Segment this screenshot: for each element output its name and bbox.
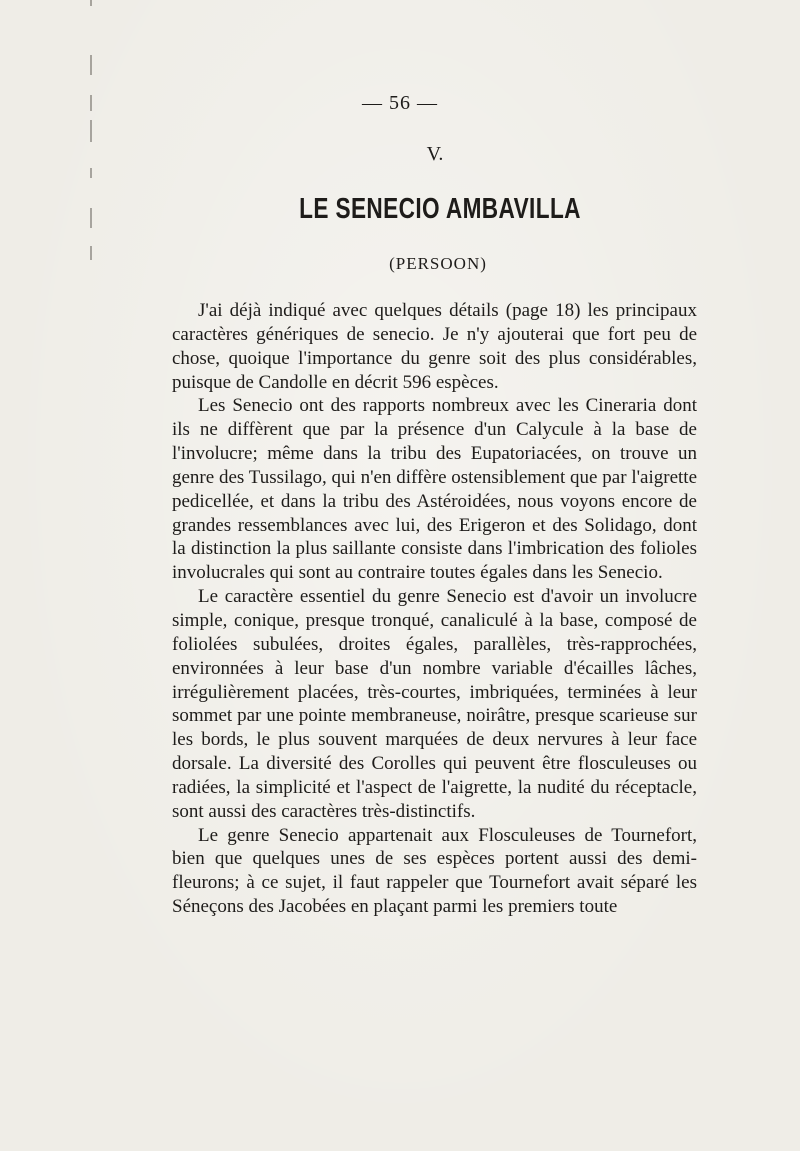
author-attribution: (PERSOON) (389, 254, 487, 273)
page-number: — 56 — (362, 92, 438, 114)
section-number: V. (426, 143, 444, 165)
body-text (172, 299, 697, 919)
margin-marks (86, 0, 100, 270)
paragraph-4: Le genre Senecio appartenait aux Flosculeuses de Tournefort, bien que quelques unes de ses espèces portent aussi des demi-fleurons; à ce sujet, il faut rappeler que Tournefort avait séparé les Séneçons des Jacobées en plaçant parmi les premiers toute (172, 824, 697, 918)
paragraph-2: Les Senecio ont des rapports nombreux avec les Cineraria dont ils ne diffèrent que par la présence d'un Calycule à la base de l'involucre; même dans la tribu des Eupatoriacées, on trouve un genre des Tussilago, qui n'en diffère ostensiblement que par l'aigrette pedicellée, et dans la tribu des Astéroidées, nous voyons encore de grandes ressemblances avec lui, des Erigeron et des Solidago, dont la distinction la plus saillante consiste dans l'imbrication des folioles involucrales qui sont au contraire toutes égales dans les Senecio. (172, 395, 697, 584)
paragraph-3: Le caractère essentiel du genre Senecio est d'avoir un involucre simple, conique, presque tronqué, canaliculé à la base, composé de foliolées subulées, droites égales, parallèles, très-rapprochées, environnées à leur base d'un nombre variable d'écailles lâches, irrégulièrement placées, très-courtes, imbriquées, terminées à leur sommet par une pointe membraneuse, noirâtre, presque scarieuse sur les bords, le plus souvent marquées de deux nervures à leur face dorsale. La diversité des Corolles qui peuvent être flosculeuses ou radiées, la simplicité et l'aspect de l'aigrette, la nudité du réceptacle, sont aussi des caractères très-distinctifs. (172, 586, 697, 822)
chapter-title: LE SENECIO AMBAVILLA (299, 193, 581, 225)
paragraph-1: J'ai déjà indiqué avec quelques détails (page 18) les principaux caractères génériques de senecio. Je n'y ajouterai que fort peu de chose, quoique l'importance du genre soit des plus considérables, puisque de Candolle en décrit 596 espèces. (172, 300, 697, 393)
